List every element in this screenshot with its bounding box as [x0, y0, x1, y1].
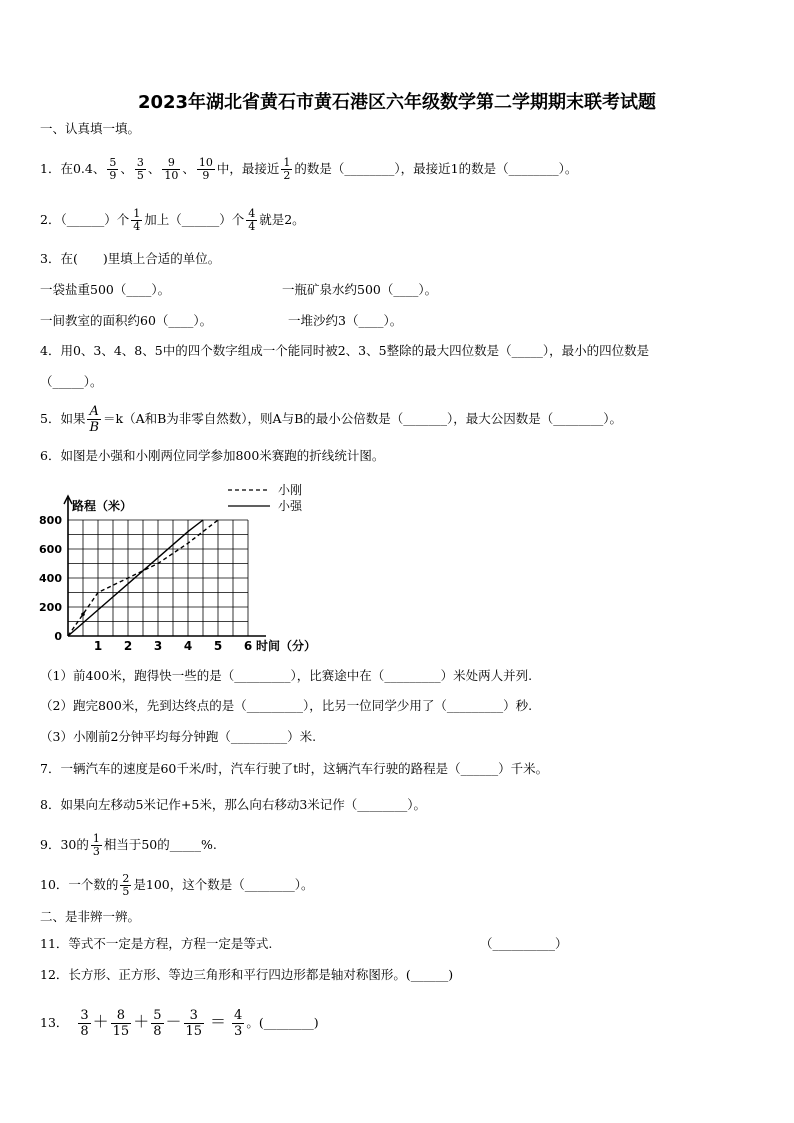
legend-label: 小刚 — [278, 483, 303, 497]
x-tick-label: 4 — [183, 639, 193, 653]
question-12: 12．长方形、正方形、等边三角形和平行四边形都是轴对称图形。(______) — [40, 967, 454, 982]
x-tick-label: 5 — [213, 639, 223, 653]
fraction: $\frac{4}{4}$ — [248, 207, 256, 233]
line-chart — [28, 476, 328, 656]
fraction: $\frac{4}{3}$ — [234, 1008, 243, 1039]
x-tick-label: 6 — [243, 639, 253, 653]
fraction: $\frac{2}{5}$ — [122, 872, 130, 898]
legend-label: 小强 — [278, 499, 303, 513]
fraction: $\frac{9}{10}$ — [164, 156, 179, 182]
question-6-2: （2）跑完800米，先到达终点的是（_________），比另一位同学少用了（_________）秒. — [40, 698, 533, 713]
question-3a: 一袋盐重500（____）。 — [40, 282, 171, 297]
data-point — [81, 612, 85, 616]
question-4-line-1: 4．用0、3、4、8、5中的四个数字组成一个能同时被2、3、5整除的最大四位数是（_____），最小的四位数是 — [40, 343, 650, 358]
section-2-heading: 二、是非辨一辨。 — [40, 909, 141, 924]
x-tick-label: 3 — [153, 639, 163, 653]
question-10: 10．一个数的 $\frac{2}{5}$ 是100，这个数是（________）。 — [40, 872, 314, 898]
question-1: 1．在0.4、 $\frac{5}{9}$ 、 $\frac{3}{5}$ 、 $\frac{9}{10}$ 、 $\frac{10}{9}$ 中，最接近 $\frac{1}{2}$ 的数是（________），最接近1的数是（________）。 — [40, 156, 578, 182]
y-tick-label: 800 — [39, 514, 62, 527]
page-title: 2023年湖北省黄石市黄石港区六年级数学第二学期期末联考试题 — [137, 92, 657, 113]
x-tick-label: 2 — [123, 639, 133, 653]
x-tick-label: 1 — [93, 639, 103, 653]
question-5: 5．如果 $\frac{A}{B}$ ＝k（A和B为非零自然数），则A与B的最小公倍数是（_______），最大公因数是（________）。 — [40, 404, 623, 435]
question-3: 3．在( )里填上合适的单位。 — [40, 251, 221, 266]
question-7: 7．一辆汽车的速度是60千米/时，汽车行驶了t时，这辆汽车行驶的路程是（______）千米。 — [40, 761, 549, 776]
fraction: $\frac{3}{5}$ — [136, 156, 144, 182]
question-2: 2．（______）个 $\frac{1}{4}$ 加上（______）个 $\frac{4}{4}$ 就是2。 — [40, 207, 305, 233]
question-6: 6．如图是小强和小刚两位同学参加800米赛跑的折线统计图。 — [40, 448, 385, 463]
question-3c: 一间教室的面积约60（____）。 — [40, 313, 213, 328]
fraction: $\frac{10}{9}$ — [198, 156, 213, 182]
x-axis-label: 时间（分） — [256, 639, 317, 653]
question-9: 9．30的 $\frac{1}{3}$ 相当于50的_____%. — [40, 832, 217, 858]
y-tick-label: 200 — [39, 601, 62, 614]
y-tick-label: 400 — [39, 572, 62, 585]
fraction: $\frac{8}{15}$ — [112, 1008, 130, 1039]
y-tick-label: 0 — [54, 630, 62, 643]
question-6-3: （3）小刚前2分钟平均每分钟跑（_________）米. — [40, 729, 317, 744]
y-tick-label: 600 — [39, 543, 62, 556]
question-3d: 一堆沙约3（____）。 — [288, 313, 403, 328]
question-8: 8．如果向左移动5米记作+5米，那么向右移动3米记作（________）。 — [40, 797, 427, 812]
section-1-heading: 一、认真填一填。 — [40, 121, 141, 136]
fraction: $\frac{5}{9}$ — [109, 156, 117, 182]
question-4-line-2: （_____）。 — [40, 374, 103, 389]
question-3b: 一瓶矿泉水约500（____）。 — [282, 282, 438, 297]
y-axis-label: 路程（米） — [72, 499, 133, 513]
question-11: 11．等式不一定是方程，方程一定是等式. — [40, 936, 273, 951]
fraction: $\frac{3}{8}$ — [80, 1008, 89, 1039]
fraction: $\frac{1}{3}$ — [92, 832, 100, 858]
fraction: $\frac{1}{2}$ — [283, 156, 291, 182]
fraction: $\frac{1}{4}$ — [133, 207, 141, 233]
fraction: $\frac{A}{B}$ — [89, 404, 100, 435]
fraction: $\frac{3}{15}$ — [185, 1008, 203, 1039]
question-6-1: （1）前400米，跑得快一些的是（_________），比赛途中在（_________）米处两人并列. — [40, 668, 533, 683]
question-13: 13． $\frac{3}{8}$ ＋ $\frac{8}{15}$ ＋ $\frac{5}{8}$ － $\frac{3}{15}$ ＝ $\frac{4}{3}$ 。(________) — [40, 1008, 319, 1039]
fraction: $\frac{5}{8}$ — [153, 1008, 162, 1039]
question-11-blank: （__________） — [480, 936, 568, 951]
